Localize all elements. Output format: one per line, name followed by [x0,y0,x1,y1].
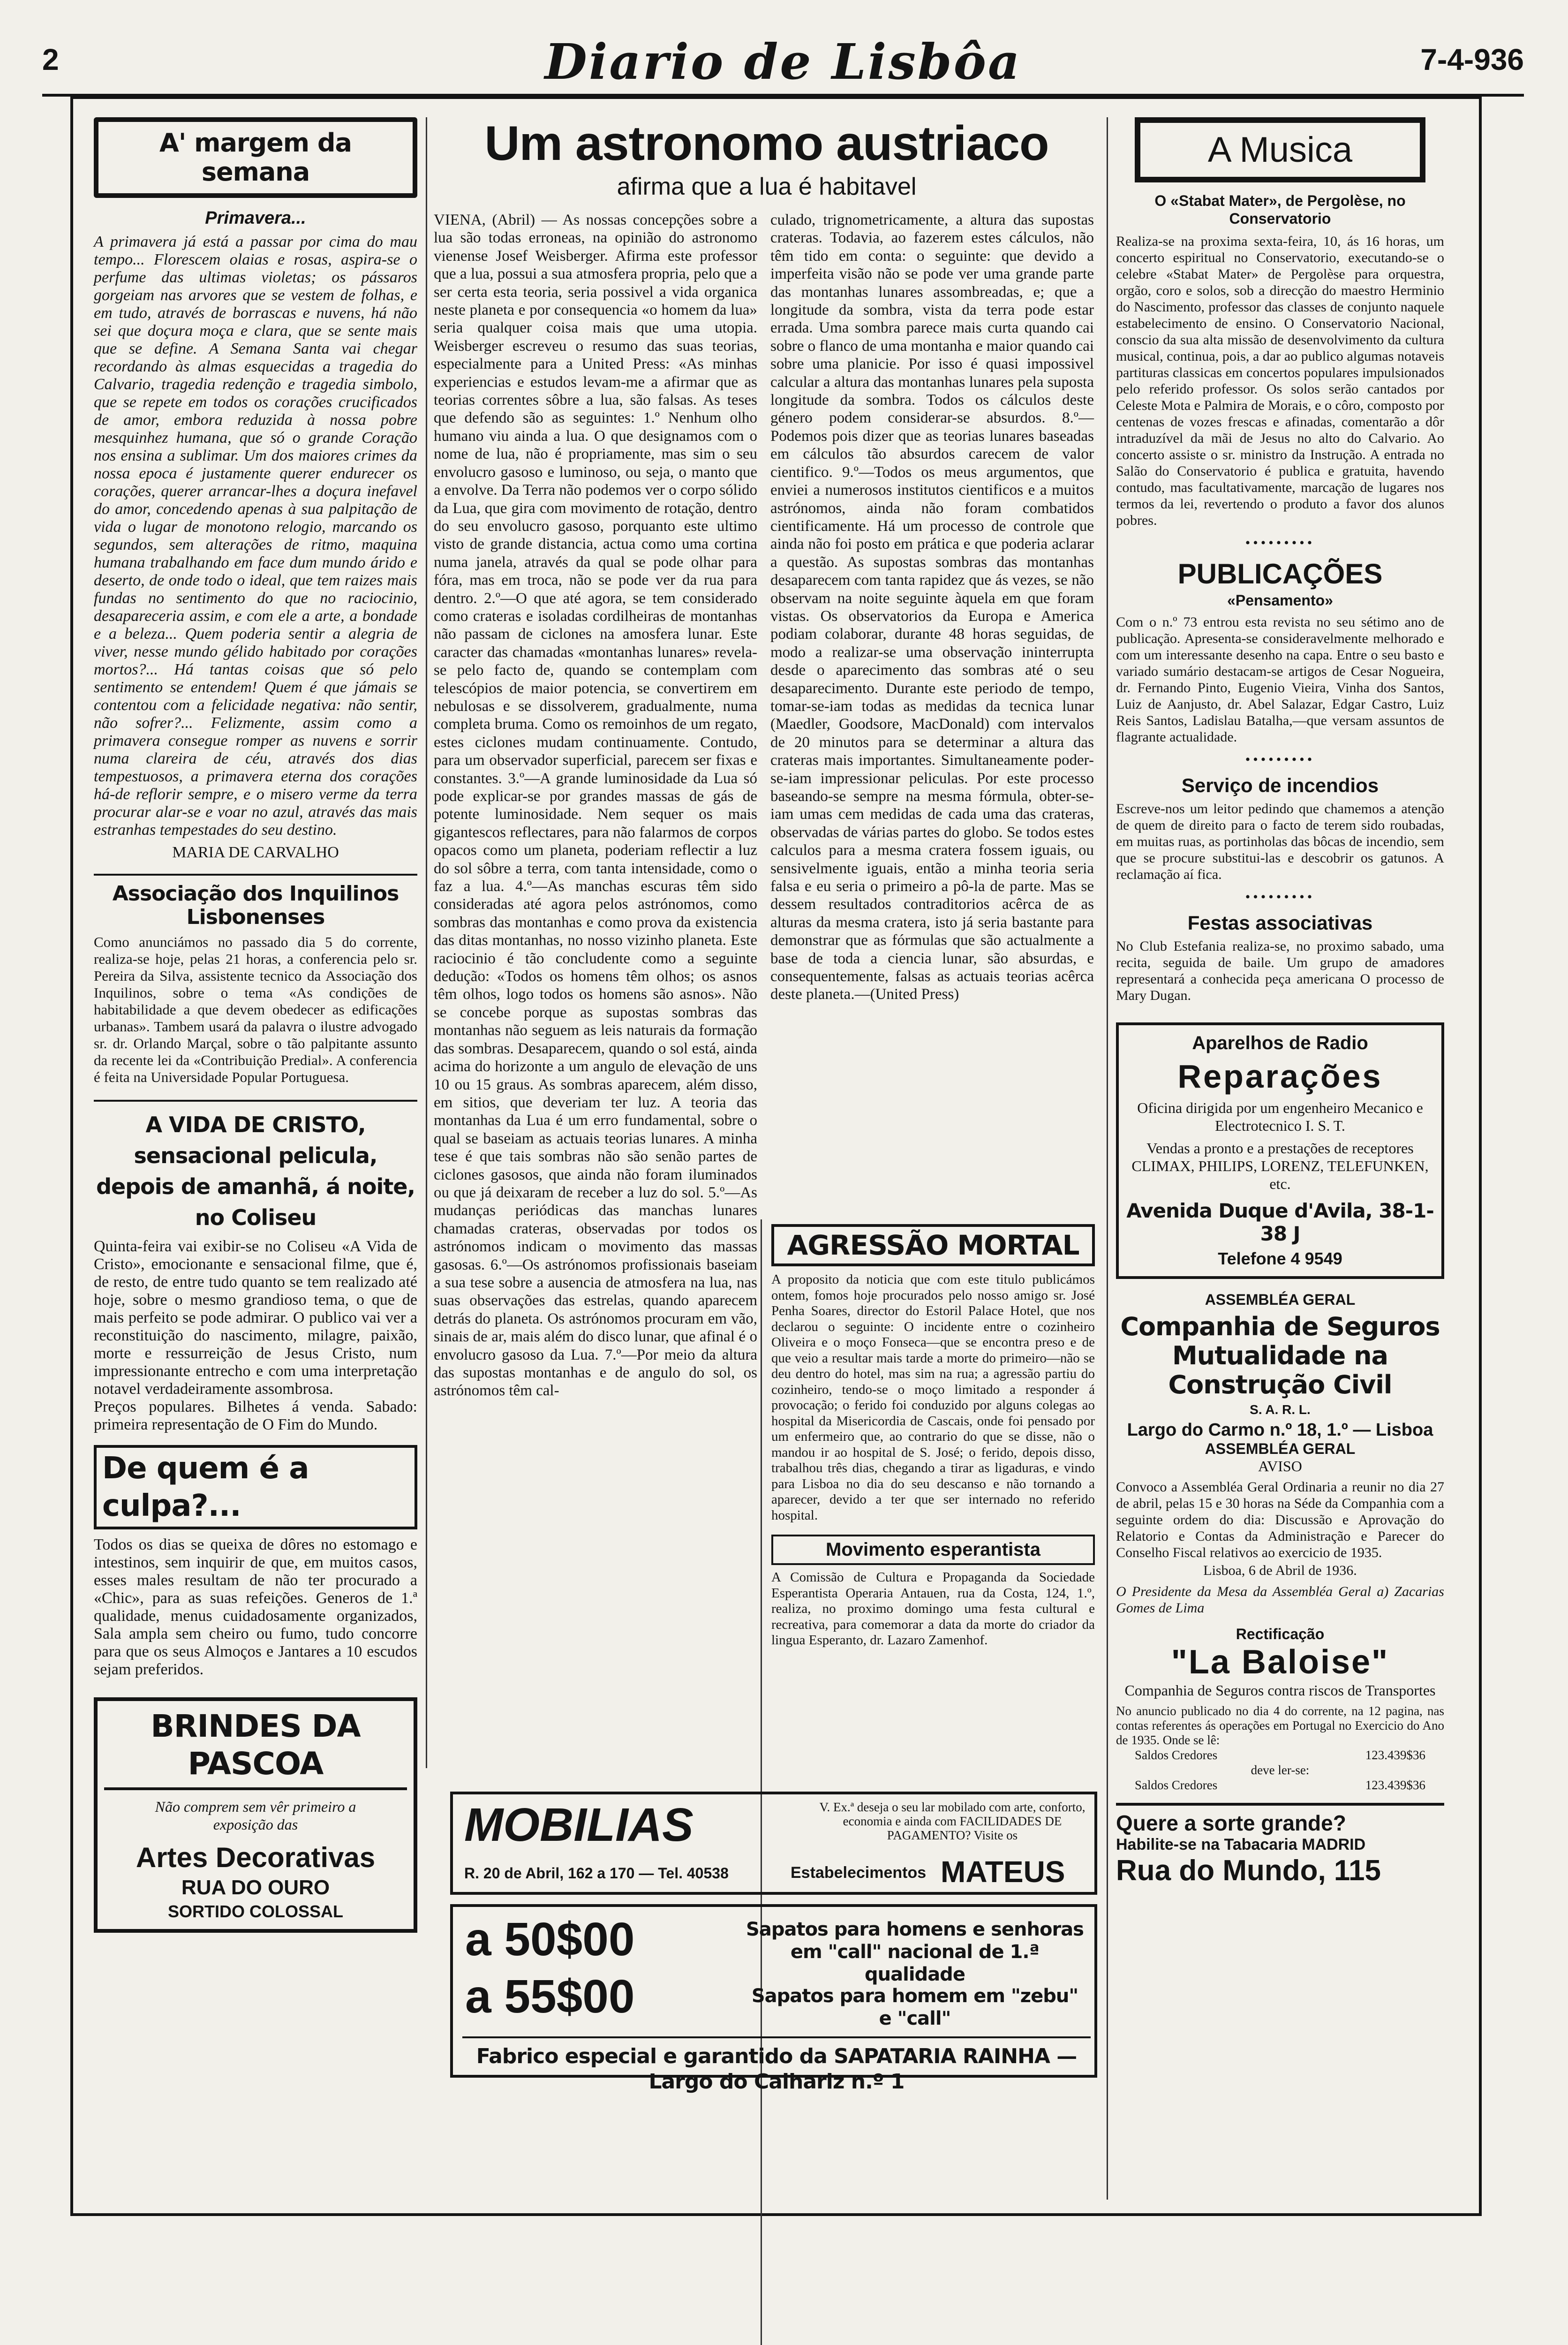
column-right [1116,117,1444,2209]
column-left [94,117,417,2190]
incendios-heading: Serviço de incendios [1181,774,1379,796]
radio-line5: Avenida Duque d'Avila, 38-1-38 J [1126,1199,1434,1245]
mobilias-ad [450,1792,1097,1895]
baloise-name: "La Baloise" [1171,1643,1389,1681]
sorte-line1: Quere a sorte grande? [1116,1811,1346,1835]
seguros-aviso: AVISO [1258,1458,1302,1475]
mobilias-estab: Estabelecimentos [791,1864,927,1882]
baloise-row3 [1116,1778,1444,1793]
issue-date: 7-4-936 [1420,43,1524,76]
culpa-heading: De quem é a culpa?... [94,1445,417,1529]
radio-line2: Reparações [1177,1058,1383,1095]
seguros-company: Companhia de Seguros Mutualidade na Construção Civil [1120,1312,1440,1399]
column-3-lower [771,1224,1095,1787]
radio-ad [1116,1022,1444,1279]
culpa-body: Todos os dias se queixa de dôres no estomago e intestinos, sem inquirir de que, em muitos casos, esses males resultam de não ter procurado a «Chic», para as suas refeições. Generos de 1.ª qualidade, menus cuidadosamente organizados, Sala ampla sem cheiro ou fumo, tudo concorre para que os seus Almoços e Jantares a 10 escudos sejam preferidos. [94,1536,417,1678]
radio-line1: Aparelhos de Radio [1192,1033,1368,1053]
margem-heading: A' margem da semana [159,128,352,187]
radio-line6: Telefone 4 9549 [1218,1249,1342,1268]
separator: ••••••••• [1245,752,1315,767]
astronomo-headline: Um astronomo austriaco [484,116,1049,171]
baloise-row3-label: Saldos Credores [1135,1778,1218,1792]
cristo-heading: A VIDA DE CRISTO, sensacional pelicula, depois de amanhã, á noite, no Coliseu [94,1100,417,1233]
baloise-row1-value: 123.439$36 [1365,1748,1425,1762]
seguros-date: Lisboa, 6 de Abril de 1936. [1203,1563,1357,1578]
sapatos-line1: Sapatos para homens e senhoras em "call" nacional de 1.ª qualidade [746,1919,1084,1985]
festas-body: No Club Estefania realiza-se, no proximo sabado, uma recita, seguida de baile. Um grupo de amadores representará a conhecida peça americana O processo de Mary Dugan. [1116,938,1444,1003]
margem-body: A primavera já está a passar por cima do mau tempo... Florescem olaias e rosas, aspira-se o perfume das ultimas violetas; os pássaros gorgeiam nas arvores que se vestem de folhas, e em tudo, através de borrascas e nuvens, há não sei que doçura moça e clara, que se sente mais que se define. A Semana Santa vai chegar recordando às almas esquecidas a tragedia do Calvario, tragedia redenção e tragedia simbolo, que se repete em todos os corações crucificados de amor, embora reduzida à nossa pobre mesquinhez humana, que só o grande Coração nos ensina a sublimar. Um dos maiores crimes da nossa epoca é justamente querer endurecer os corações, querer arrancar-lhes a doçura inefavel do amor, concedendo apenas à sua palpitação de vida o lugar de monotono relogio, marcando os segundos, sem alterações de ritmo, maquina humana trabalhando em face dum mundo árido e deserto, de onde todo o ideal, que tem raizes mais fundas no sentimento do que no raciocinio, desapareceria assim, e com ele a arte, a bondade e a beleza... Quem poderia sentir a alegria de viver, nesse mundo gélido habitado por corações mortos?... Há tantas coisas que só pelo sentimento se entendem! Quem é que jámais se contentou com a felicidade negativa: não sentir, não sofrer?... Felizmente, assim como a primavera consegue romper as nuvens e sorrir numa clareira de céu, através dos dias tempestuosos, a primavera eterna dos corações há-de reflorir sempre, e o misero verme da terra procurar alar-se e voar no azul, através das mais estranhas tempestades do seu destino. [94,233,417,839]
sapatos-ad [450,1904,1097,2094]
musica-subheading: O «Stabat Mater», de Pergolèse, no Conservatorio [1154,192,1406,227]
brindes-line4: SORTIDO COLOSSAL [167,1902,343,1921]
seguros-label: ASSEMBLÉA GERAL [1205,1291,1356,1308]
mobilias-address: R. 20 de Abril, 162 a 170 — Tel. 40538 [464,1865,729,1882]
seguros-label2: ASSEMBLÉA GERAL [1205,1440,1356,1457]
publicacoes-subheading: «Pensamento» [1227,592,1333,609]
publicacoes-heading: PUBLICAÇÕES [1177,558,1383,590]
separator: ••••••••• [1245,535,1315,551]
cristo-body: Quinta-feira vai exibir-se no Coliseu «A Vida de Cristo», emocionante e sensacional filme, que é, de resto, de entre tudo quanto se tem realizado até hoje, sobre o mesmo grandioso tema, o que de mais perfeito se pode admirar. O publico vai ver a reconstituição do nascimento, milagre, paixão, morte e ressurreição de Jesus Cristo, num impressionante entrecho e com uma interpretação notavel verdadeiramente assombrosa. [94,1238,417,1398]
seguros-body: Convoco a Assembléa Geral Ordinaria a reunir no dia 27 de abril, pelas 15 e 30 horas na Séde da Companhia com a seguinte ordem do dia: Discussão e Aprovação do Relatorio e Contas da Administração e Parecer do Conselho Fiscal relativos ao exercicio de 1935. [1116,1479,1444,1560]
astronomo-subhead: afirma que a lua é habitavel [617,173,917,200]
sorte-line3: Rua do Mundo, 115 [1116,1854,1381,1887]
inquilinos-body: Como anunciámos no passado dia 5 do corrente, realiza-se hoje, pelas 21 horas, a conferencia pelo sr. Pereira da Silva, assistente tecnico da Associação dos Inquilinos, sobre o tema «As condições de habitabilidade a que devem obedecer as edificações urbanas». Tambem usará da palavra o ilustre advogado sr. dr. Orlando Marçal, sobre o tão palpitante assunto da recente lei da «Contribuição Predial». A conferencia é feita na Universidade Popular Portuguesa. [94,934,417,1085]
esperantista-body: A Comissão de Cultura e Propaganda da Sociedade Esperantista Operaria Antauen, rua da Costa, 124, 1.º, realiza, no proximo domingo uma festa cultural e recreativa, para comemorar a data da morte do criador da lingua Esperanto, dr. Lazaro Zamenhof. [771,1570,1095,1648]
brindes-line2: Artes Decorativas [136,1842,376,1873]
brindes-title: BRINDES DA PASCOA [104,1708,407,1790]
incendios-body: Escreve-nos um leitor pedindo que chamemos a atenção de quem de direito para o facto de terem sido roubadas, em muitas ruas, as portinholas das bôcas de incendio, sem que se procure substitui-las e descobrir os gatunos. A reclamação aí fica. [1116,801,1444,882]
seguros-notice [1116,1291,1444,1475]
esperantista-heading: Movimento esperantista [826,1539,1040,1560]
musica-heading: A Musica [1207,130,1353,170]
festas-heading: Festas associativas [1187,912,1373,934]
musica-body: Realiza-se na proxima sexta-feira, 10, ás 16 horas, um concerto espiritual no Conservatorio, executando-se o celebre «Stabat Mater» de Pergolèse para orquestra, orgão, coro e solos, sob a direcção do maestro Herminio do Nascimento, professor das classes de conjunto naquele estabelecimento de ensino. O Conservatorio Nacional, consciо da sua alta missão de desenvolvimento da cultura musical, continua, pois, a dar ao publico algumas notaveis partituras classicas em concertos populares impulsionados pelo referido professor. Os solos serão cantados por Celeste Mota e Palmira de Morais, e o côro, composto por centenas de vozes frescas e afinadas, comentarão a dôr intraduzível da mãi de Jesus no alto do Calvario. Ao concerto assiste o sr. ministro da Instrução. A entrada no Salão do Conservatorio é publica e gratuita, havendo contudo, mas facultativamente, marcação de lugares nos termos da lei, revertendo o produto a favor dos alunos pobres. [1116,234,1444,528]
margem-heading-box [94,117,417,198]
baloise-sub: Companhia de Seguros contra riscos de Transportes [1124,1682,1436,1699]
baloise-row1 [1116,1747,1444,1763]
seguros-address: Largo do Carmo n.º 18, 1.º — Lisboa [1127,1420,1433,1440]
sapatos-footer: Fabrico especial e garantido da SAPATARIA RAINHA — Largo do Calhariz n.º 1 [462,2036,1091,2095]
column-rule [1107,117,1108,2200]
publicacoes-body: Com o n.º 73 entrou esta revista no seu sétimo ano de publicação. Apresenta-se consideravelmente melhorado e com um interessante desenho na capa. Entre o seu basto e variado sumário destacam-se artigos de Cesar Nogueira, dr. Fernando Pinto, Eugenio Vieira, Vinha dos Santos, Luiz de Aanjusto, dr. Abel Salazar, Edgar Castro, Luiz Reis Santos, Ladislau Batalha,—que versam assuntos de flagrante actualidade. [1116,614,1444,745]
seguros-signature: O Presidente da Mesa da Assembléa Geral a) Zacarias Gomes de Lima [1116,1584,1444,1616]
mobilias-title: MOBILIAS [464,1799,694,1851]
esperantista-heading-box [771,1535,1095,1565]
sorte-ad [1116,1803,1444,1887]
astronomo-text-b: culado, trignometricamente, a altura das supostas crateras. Todavia, ao fazerem estes cálculos, não têm tido em conta: o seguinte: que devido a imperfeita visão não se pode ver uma grande parte das montanhas lunares assombreadas, e; que a longitude da sombra, vista da terra pode estar errada. Uma sombra parece mais curta quando cai sobre o flanco de uma montanha e maior quando cai sobre uma planicie. Por isso é quasi impossivel calcular a altura das montanhas lunares pela suposta longitude da sombra. Todos os cálculos deste género podem considerar-se absurdos. 8.º—Podemos pois dizer que as teorias lunares baseadas em cálculos tão absurdos carecem de valor cientifico. 9.º—Todos os meus argumentos, que enviei a numerosos institutos cientificos e a muitos astrónomos, ainda não foram combatidos cientificamente. Há um processo de controle que ainda não foi posto em prática e que poderia aclarar a questão. As supostas sombras das montanhas desaparecem com tanta rapidez que ás vezes, se não observam na noite seguinte àquela em que foram vistas. Os observatorios da Europa e America podiam colaborar, durante 48 horas seguidas, de modo a realizar-se uma observação ininterrupta desde o aparecimento das sombras até o seu desaparecimento. Durante este periodo de tempo, tomar-se-iam todas as medidas da tecnica lunar (Maedler, Goodsore, MacDonald) com intervalos de 20 minutos para se determinar a altura das crateras mais importantes. Simultaneamente poder-se-iam impressionar peliculas. Por este processo baseando-se sempre na mesma fórmula, obter-se-iam umas cem medidas de cada uma das crateras, observadas de várias partes do globo. Se todos estes calculos para a mesma cratera fossem iguais, ou sensivelmente iguais, então a minha teoria seria falsa e eu seria o primeiro a pô-la de parte. Mas se dessem resultados contraditorios acêrca de as alturas da mesma cratera, isto já seria bastante para demonstrar que as fórmulas que são actualmente a base de toda a ciencia lunar, são absurdas, e consequentemente, falsas as actuais teorias acêrca deste planeta.—(United Press) [770,212,1094,1003]
separator: ••••••••• [1245,889,1315,905]
mobilias-pitch: V. Ex.ª deseja o seu lar mobilado com arte, conforto, economia e ainda com FACILIDADES DE PAGAMENTO? Visite os [819,1800,1086,1842]
mobilias-brand: MATEUS [941,1855,1065,1889]
sapatos-price1: a 50$00 [465,1913,635,1966]
margem-author: MARIA DE CARVALHO [172,844,339,861]
masthead [42,33,1524,97]
astronomo-col-a [434,211,757,1843]
sapatos-line2: Sapatos para homem em "zebu" e "call" [751,1985,1078,2029]
brindes-line3: RUA DO OURO [181,1876,330,1899]
margem-subtitle: Primavera... [205,208,306,228]
newspaper-title: Diario de Lisbôa [544,33,1022,91]
astronomo-text-a: VIENA, (Abril) — As nossas concepções sobre a lua são todas erroneas, na opinião do astronomo vienense Josef Weisberger. Afirma este professor que a lua, possui a sua atmosfera propria, pelo que a ser certa esta teoria, seria possivel a vida organica neste planeta e por consequencia «o homem da lua» seria qualquer coisa mais que uma utopia. Weisberger escreveu o resumo das suas teorias, especialmente para a United Press: «As minhas experiencias e estudos levam-me a afirmar que as teorias correntes sôbre a lua, são falsas. As teses que defendo são as seguintes: 1.º Nenhum olho humano viu ainda a lua. O que designamos com o nome de lua, não é propriamente, mas sim o seu envolucro gasoso e luminoso, ou seja, o manto que a envolve. Da Terra não podemos ver o corpo sólido da Lua, que gira com movimento de rotação, dentro do seu envolucro gasoso, porquanto este ultimo visto de grande distancia, actua como uma cortina numa janela, através da qual se pode olhar para fóra, mas em troca, não se pode ver da rua para dentro. 2.º—O que até agora, se tem considerado como crateras e isoladas cordilheiras de montanhas não passam de ciclones na amosfera lunar. Este caracter das chamadas «montanhas lunares» revela-se pelo facto de, quando se contemplam com telescópios de maior potencia, se convertirem em nebulosas e se dissolverem, gradualmente, numa completa bruma. Como os remoinhos de um regato, estes ciclones mudam continuamente. Contudo, para um observador superficial, parecem ser fixas e constantes. 3.º—A grande luminosidade da Lua só pode explicar-se por grandes massas de gás de potente luminosidade. Nem sequer os mais gigantescos reflectares, para não falarmos de corpos opacos como um planeta, poderiam reflectir a luz do sol sôbre a terra, com tanta intensidade, como o faz a lua. 4.º—As manchas escuras têm sido consideradas até agora pelos astrónomos, como sombras das montanhas e como prova da existencia das ditas montanhas, no nosso vizinho planeta. Este raciocinio é tão concludente como a seguinte dedução: «Todos os homens têm olhos; os asnos têm olhos, logo todos os homens são asnos». Não se concebe porque as supostas sombras das montanhas não seguem as leis naturais da formação das sombras. Desaparecem, quando o sol está, ainda acima do horizonte a um angulo de elevação de uns 10 ou 15 graus. As sombras aparecem, além disso, em sitios, que deveriam ter luz. A teoria das montanhas da Lua é um erro fundamental, sobre o qual se baseiam as actuais teorias lunares. A minha tese é que tais sombras não são senão partes de ciclones gasosos, que ainda não foram iluminados ou que já deixaram de receber a luz do sol. 5.º—As mudanças periódicas das manchas lunares chamadas crateras, observadas por todos os astrónomos indicam o movimento das massas gasosas. 6.º—Os astrónomos profissionais baseiam a sua tese sobre a ausencia de atmosfera na lua, nas suas observações das estrelas, quando aparecem detrás do planeta. Os astrónomos procuram em vão, sinais de ar, mais além do disco lunar, que afinal é o envolucro gasoso da Lua. 7.º—Por meio da altura das supostas montanhas e de angulo do sol, os astrónomos têm cal- [434,212,757,1399]
brindes-ad [94,1697,417,1933]
baloise-row2: deve ler-se: [1251,1763,1310,1777]
inquilinos-heading: Associação dos Inquilinos Lisbonenses [94,874,417,929]
sorte-line2: Habilite-se na Tabacaria MADRID [1116,1836,1366,1853]
agressao-heading-box [771,1224,1095,1266]
brindes-line1: Não comprem sem vêr primeiro a exposição das [155,1798,356,1833]
agressao-body: A proposito da noticia que com este titulo publicámos ontem, fomos hoje procurados pelo nosso amigo sr. José Penha Soares, director do Estoril Palace Hotel, que nos declarou o seguinte: O incidente entre o cozinheiro Oliveira e o moço Fonseca—que se encontra preso e de que veio a resultar mais tarde a morte do primeiro—não se deu dentro do hotel, mas sim na rua; a agressão partiu do cozinheiro, tendo-se o moço limitado a responder á provocação; o ferido foi conduzido por alguns colegas ao hospital da Misericordia de Cascais, onde foi pensado por um enfermeiro que, ao contrario do que se disse, não o mandou ir ao hospital de S. José; o ferido, depois disso, trabalhou três dias, chegando a tirar as ligaduras, e vindo para Lisboa no dia do seu descanso e não tornando a aparecer, devido a ter que ser internado no referido hospital. [771,1272,1095,1523]
seguros-sarl: S. A. R. L. [1250,1402,1311,1417]
agressao-heading: AGRESSÃO MORTAL [787,1229,1079,1261]
astronomo-col-b [770,211,1094,1327]
baloise-body: No anuncio publicado no dia 4 do corrente, na 12 pagina, nas contas referentes ás operações em Portugal no Exercicio do Ano de 1935. Onde se lê: [1116,1704,1444,1747]
page-number: 2 [42,43,59,76]
baloise-notice [1116,1626,1444,1699]
baloise-label: Rectificação [1236,1626,1325,1642]
cristo-footer: Preços populares. Bilhetes á venda. Sabado: primeira representação de O Fim do Mundo. [94,1398,417,1433]
column-rule [426,117,427,1768]
baloise-row3-value: 123.439$36 [1365,1778,1425,1792]
sapatos-price2: a 55$00 [465,1970,635,2023]
baloise-row1-label: Saldos Credores [1135,1748,1218,1762]
radio-line3: Oficina dirigida por um engenheiro Mecanico e Electrotecnico I. S. T. [1137,1099,1423,1134]
radio-line4: Vendas a pronto e a prestações de receptores CLIMAX, PHILIPS, LORENZ, TELEFUNKEN, etc. [1131,1140,1429,1192]
musica-heading-box [1135,117,1425,182]
